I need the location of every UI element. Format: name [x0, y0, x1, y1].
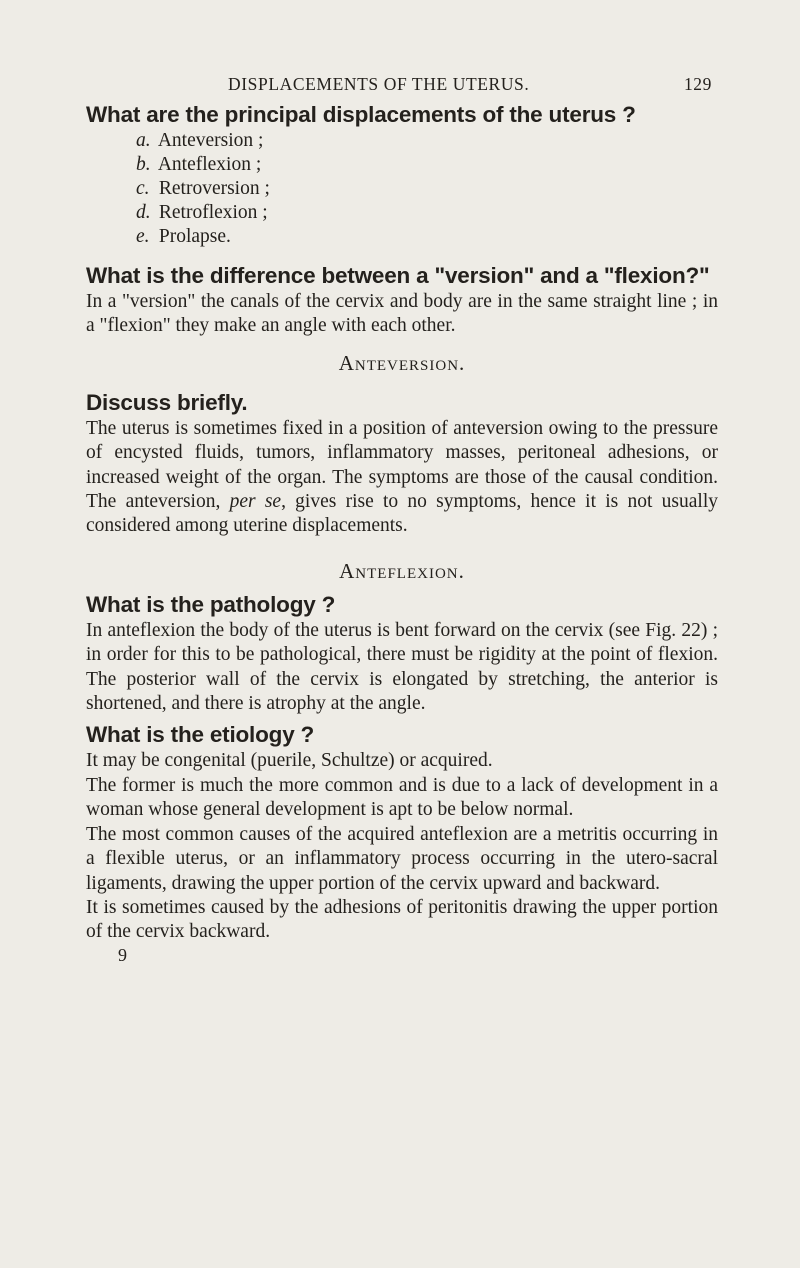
list-item-text: Prolapse. — [158, 226, 231, 247]
answer-text: , gives rise to no symptoms, hence it is not usually considered among uterine displacements. — [86, 491, 718, 537]
list-item — [136, 129, 718, 153]
list-item-letter: c. — [136, 178, 150, 199]
list-item-letter: a. — [136, 130, 151, 151]
list-item-text: Retroflexion ; — [158, 202, 268, 223]
answer-etiology-4: It is sometimes caused by the adhesions of peritonitis drawing the upper portion of the cervix backward. — [86, 896, 718, 943]
question-pathology: What is the pathology ? — [86, 591, 336, 617]
answer-pathology: In anteflexion the body of the uterus is bent forward on the cervix (see Fig. 22) ; in order for this to be pathological, there must be rigidity at the point of flexion. The posterior wall of the cervix is elongated by stretching, the anterior is shortened, and there is atrophy at the angle. — [86, 619, 718, 715]
list-item-letter: d. — [136, 202, 151, 223]
answer-text: The uterus is sometimes fixed in a position of anteversion owing to the pressure of encysted fluids, tumors, inflammatory masses, peritoneal adhesions, or increased weight of the organ. The symptoms are those of the causal condition. The anteversion, — [86, 417, 718, 513]
displacement-list — [136, 129, 718, 249]
list-item — [136, 225, 718, 249]
list-item-letter: b. — [136, 154, 151, 175]
list-item-letter: e. — [136, 226, 150, 247]
answer-discuss-briefly — [86, 417, 718, 539]
answer-version-flexion: In a "version" the canals of the cervix and body are in the same straight line ; in a "flexion" they make an angle with each other. — [86, 291, 718, 337]
list-item — [136, 177, 718, 201]
page-content — [86, 100, 718, 966]
list-item-text: Anteflexion ; — [157, 154, 262, 175]
question-discuss-briefly: Discuss briefly. — [86, 389, 248, 415]
page-number: 129 — [683, 74, 712, 94]
section-heading-anteflexion: Anteflexion. — [339, 558, 465, 583]
signature-mark: 9 — [118, 944, 127, 965]
answer-etiology-3: The most common causes of the acquired anteflexion are a metritis occurring in a flexible uterus, or an inflammatory process occurring in the utero-sacral ligaments, drawing the upper portion of the cervix upward and backward. — [86, 823, 718, 894]
list-item — [136, 153, 718, 177]
question-etiology: What is the etiology ? — [86, 722, 315, 748]
answer-etiology-2: The former is much the more common and is due to a lack of development in a woman whose general development is apt to be below normal. — [86, 774, 718, 821]
answer-etiology-1: It may be congenital (puerile, Schultze) or acquired. — [86, 750, 493, 772]
list-item-text: Anteversion ; — [157, 130, 264, 151]
list-item — [136, 201, 718, 225]
question-version-flexion: What is the difference between a "version" and a "flexion?" — [86, 263, 710, 288]
running-head-title: DISPLACEMENTS OF THE UTERUS. — [228, 74, 530, 94]
list-item-text: Retroversion ; — [158, 178, 270, 199]
answer-italic-text: per se — [229, 491, 282, 513]
question-displacements: What are the principal displacements of the uterus ? — [86, 102, 636, 127]
section-heading-anteversion: Anteversion. — [338, 350, 466, 375]
